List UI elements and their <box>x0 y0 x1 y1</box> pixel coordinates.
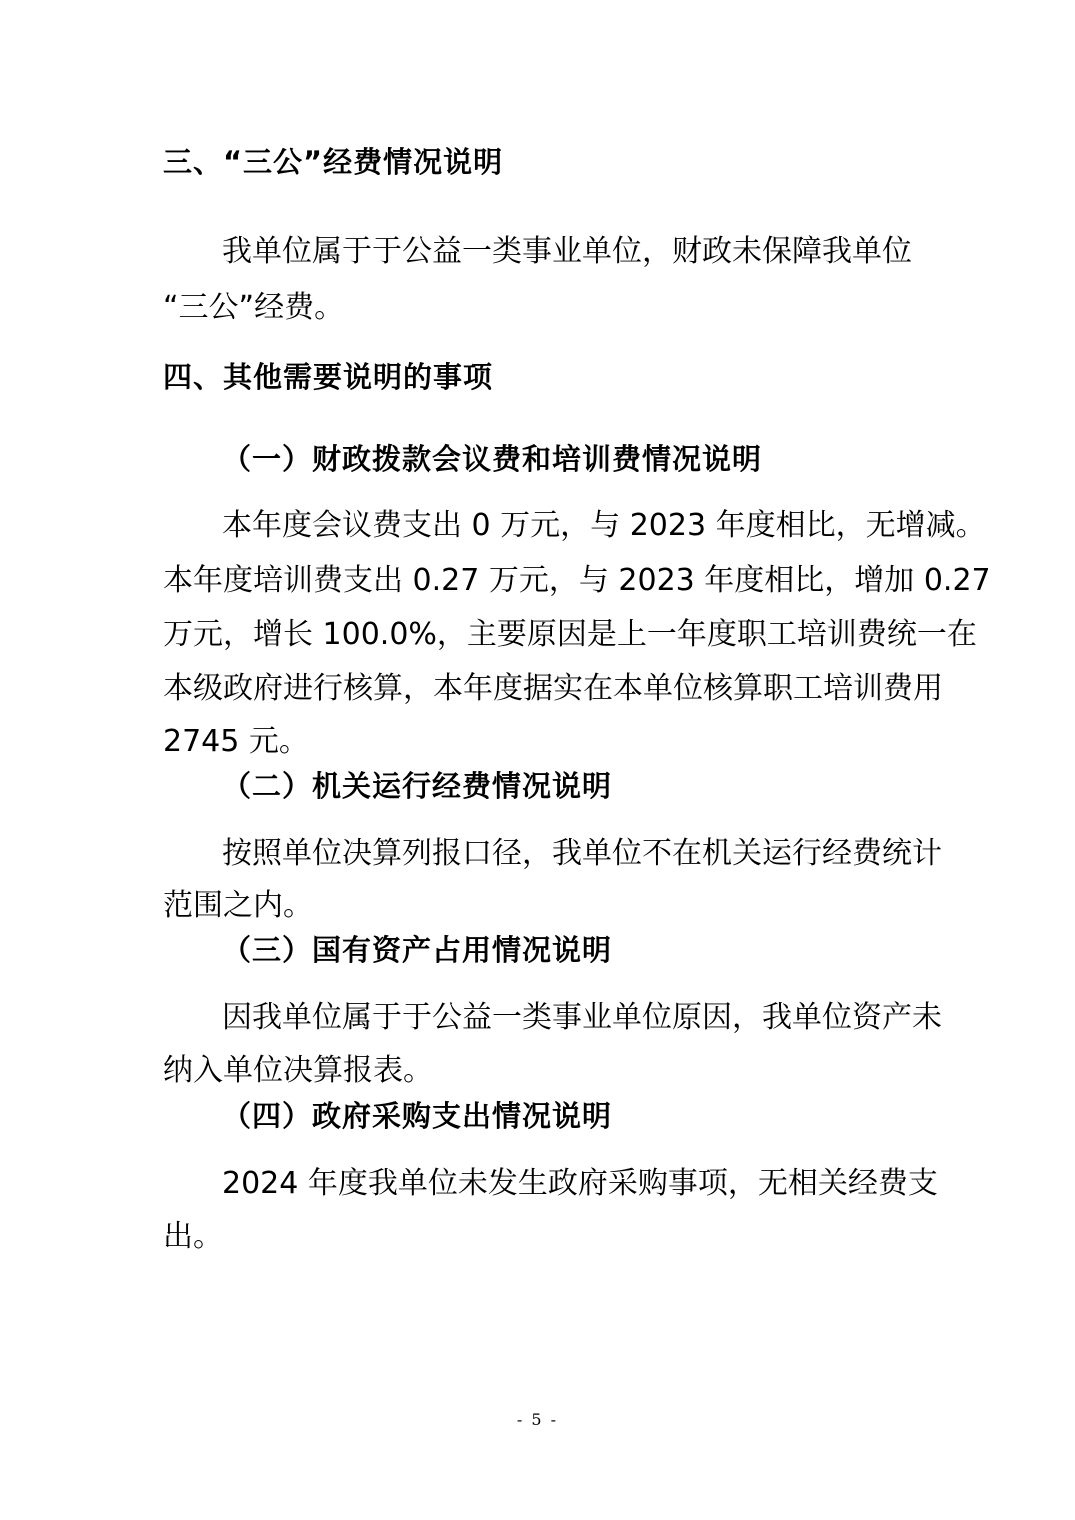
subsection-heading-operating-expenses: （二）机关运行经费情况说明 <box>222 769 613 803</box>
subsection-heading-government-procurement: （四）政府采购支出情况说明 <box>222 1099 613 1133</box>
paragraph-line: 2745 元。 <box>163 724 309 759</box>
paragraph-line: 本级政府进行核算，本年度据实在本单位核算职工培训费用 <box>163 671 943 706</box>
paragraph-line: 我单位属于于公益一类事业单位，财政未保障我单位 <box>222 234 912 269</box>
paragraph-line: 纳入单位决算报表。 <box>163 1053 433 1088</box>
section-heading-three-public-expenses: 三、“三公”经费情况说明 <box>163 145 504 179</box>
subsection-heading-state-assets: （三）国有资产占用情况说明 <box>222 933 613 967</box>
section-heading-other-matters: 四、其他需要说明的事项 <box>163 360 494 394</box>
paragraph-line: 出。 <box>163 1219 223 1254</box>
paragraph-line: 因我单位属于于公益一类事业单位原因，我单位资产未 <box>222 1000 942 1035</box>
page-number: - 5 - <box>516 1410 559 1429</box>
paragraph-line: 万元，增长 100.0%，主要原因是上一年度职工培训费统一在 <box>163 617 977 652</box>
paragraph-line: “三公”经费。 <box>163 290 345 325</box>
paragraph-line: 范围之内。 <box>163 888 313 923</box>
paragraph-line: 按照单位决算列报口径，我单位不在机关运行经费统计 <box>222 836 942 871</box>
subsection-heading-meeting-training: （一）财政拨款会议费和培训费情况说明 <box>222 442 763 476</box>
paragraph-line: 本年度培训费支出 0.27 万元，与 2023 年度相比，增加 0.27 <box>163 563 991 598</box>
paragraph-line: 本年度会议费支出 0 万元，与 2023 年度相比，无增减。 <box>222 508 986 543</box>
paragraph-line: 2024 年度我单位未发生政府采购事项，无相关经费支 <box>222 1166 938 1201</box>
